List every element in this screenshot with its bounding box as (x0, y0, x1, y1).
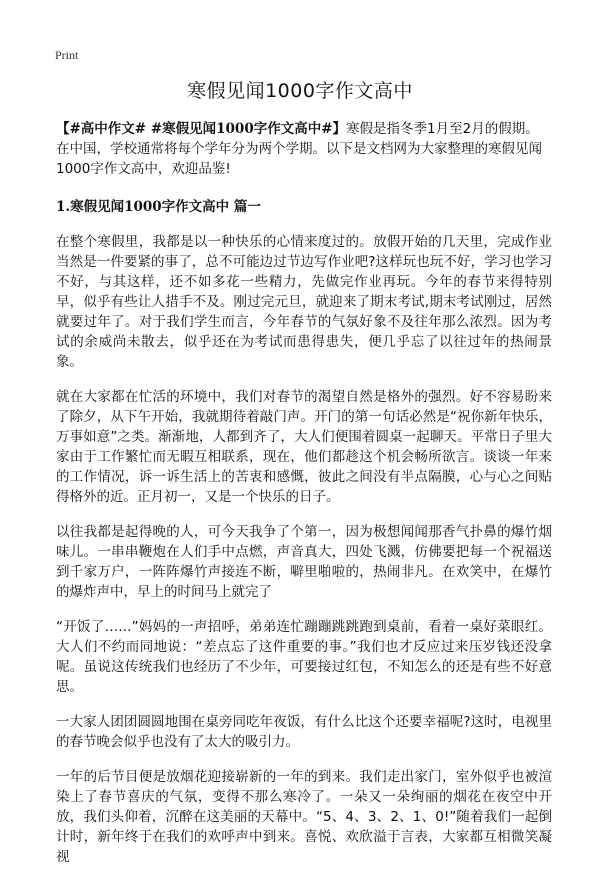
body-paragraph: 就在大家都在忙活的环境中，我们对春节的渴望自然是格外的强烈。好不容易盼来了除夕，从下午开始，我就期待着敲门声。开门的第一句话必然是“祝你新年快乐，万事如意”之类。渐渐地，人都到齐了，大人们便围着圆桌一起聊天。平常日子里大家由于工作繁忙而无暇互相联系，现在，他们都趁这个机会畅所欲言。谈谈一年来的工作情况，诉一诉生活上的苦衷和感慨，彼此之间没有半点隔膜，心与心之间贴得格外的近。正月初一，又是一个快乐的日子。 (56, 389, 552, 505)
body-paragraph: “开饭了……”妈妈的一声招呼，弟弟连忙蹦蹦跳跳跑到桌前，看着一桌好菜眼红。大人们不约而同地说：“差点忘了这件重要的事。”我们也才反应过来压岁钱还没拿呢。虽说这传统我们也经历了不少年，可要接过红包，不知怎么的还是有些不好意思。 (56, 619, 552, 695)
section-heading: 1.寒假见闻1000字作文高中 篇一 (56, 199, 261, 215)
intro-tags: 【#高中作文# #寒假见闻1000字作文高中#】 (56, 121, 347, 137)
intro-text: 寒假是指冬季1月至2月的假期。在中国，学校通常将每个学年分为两个学期。以下是文档网为大家整理的寒假见闻1000字作文高中，欢迎品鉴! (56, 121, 542, 177)
body-paragraph: 一大家人团团圆圆地围在桌旁同吃年夜饭，有什么比这个还要幸福呢?这时，电视里的春节晚会似乎也没有了太大的吸引力。 (56, 714, 552, 750)
document-body (56, 119, 552, 882)
print-label: Print (55, 48, 79, 62)
body-paragraph: 一年的后节目便是放烟花迎接崭新的一年的到来。我们走出家门，室外似乎也被渲染上了春节喜庆的气氛，变得不那么寒冷了。一朵又一朵绚丽的烟花在夜空中开放，我们头仰着，沉醉在这美丽的天幕中。“5、4、3、2、1、0!”随着我们一起倒计时，新年终于在我们的欢呼声中到来。喜悦、欢欣溢于言表，大家都互相微笑凝视 (56, 769, 552, 865)
intro-paragraph (56, 119, 552, 179)
body-paragraph: 在整个寒假里，我都是以一种快乐的心情来度过的。放假开始的几天里，完成作业当然是一件要紧的事了，总不可能边过节边写作业吧?这样玩也玩不好，学习也学习不好，与其这样，还不如多花一些精力，先做完作业再玩。今年的春节来得特别早，似乎有些让人措手不及。刚过完元旦，就迎来了期末考试,期末考试刚过，居然就要过年了。对于我们学生而言，今年春节的气氛好象不及往年那么浓烈。因为考试的余威尚未散去，似乎还在为考试而患得患失，便几乎忘了以往过年的热闹景象。 (56, 234, 552, 370)
body-paragraph: 以往我都是起得晚的人，可今天我争了个第一，因为极想闻闻那香气扑鼻的爆竹烟味儿。一串串鞭炮在人们手中点燃，声音真大，四处飞溅，仿佛要把每一个祝福送到千家万户，一阵阵爆竹声接连不断，噼里啪啦的，热闹非凡。在欢笑中，在爆竹的爆炸声中，早上的时间马上就完了 (56, 524, 552, 600)
document-title: 寒假见闻1000字作文高中 (187, 80, 413, 102)
